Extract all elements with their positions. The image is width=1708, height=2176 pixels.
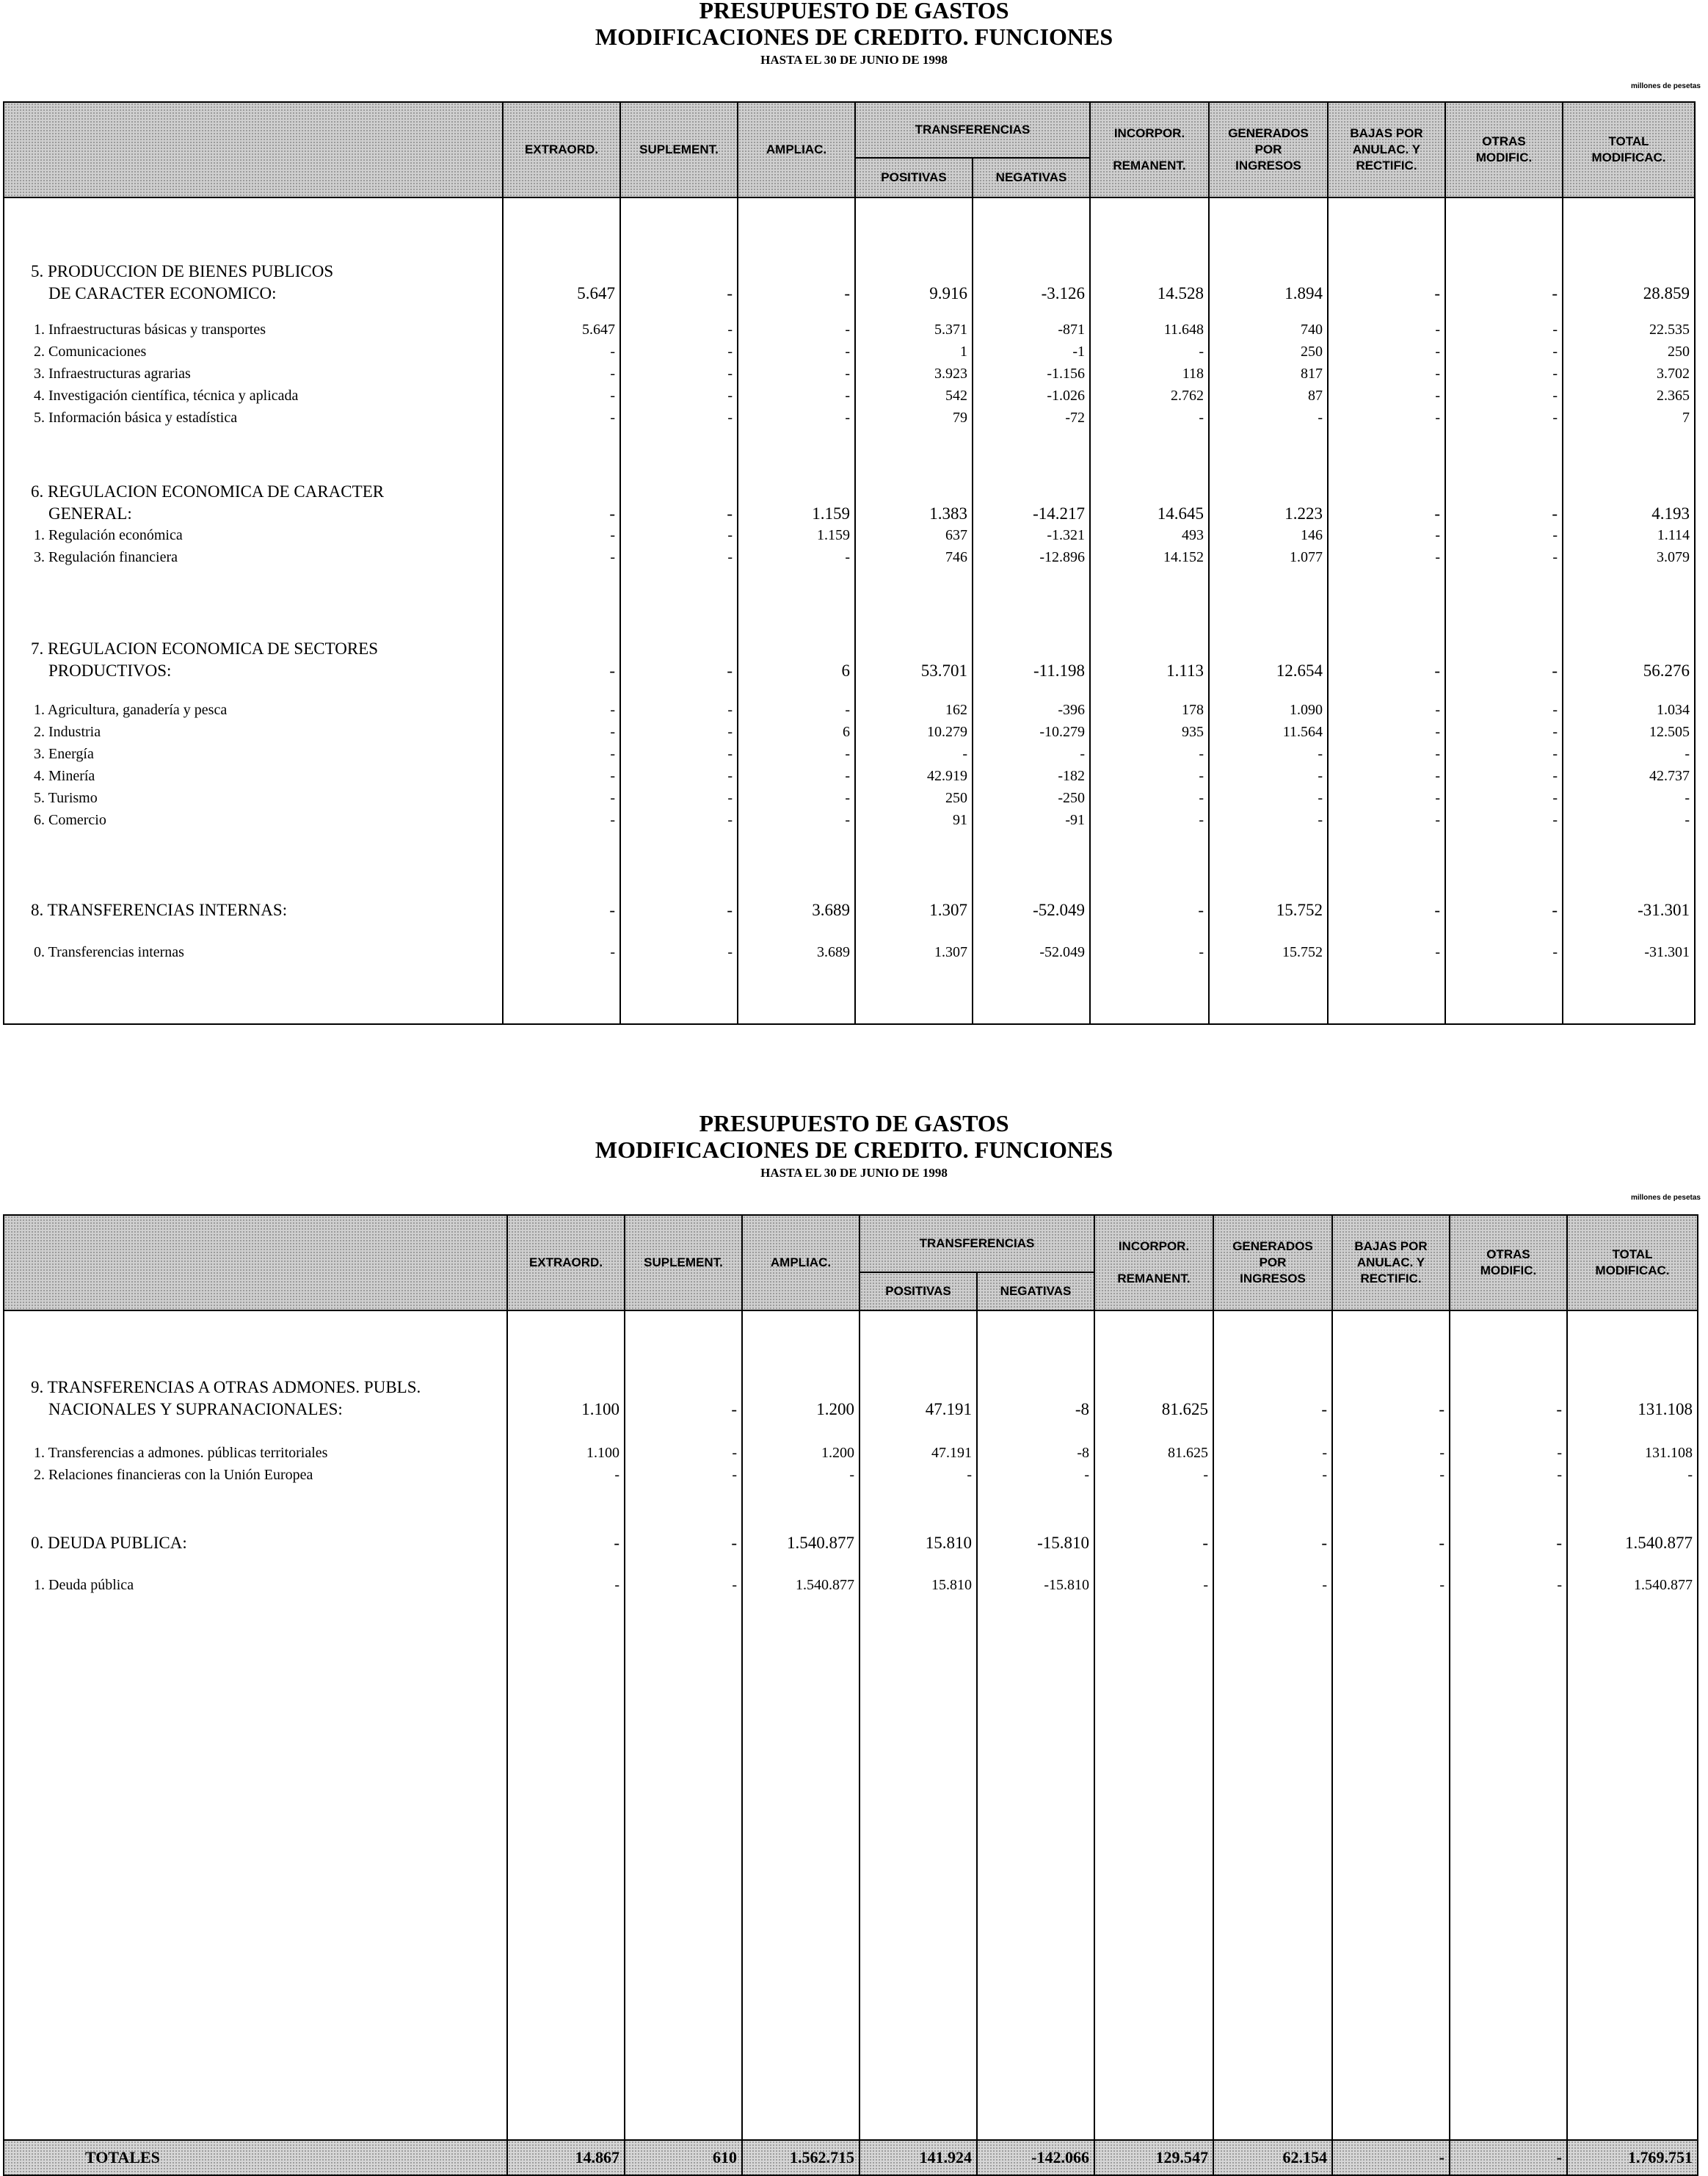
- header-generados: GENERADOS POR INGRESOS: [1209, 102, 1328, 197]
- label-column: 9. TRANSFERENCIAS A OTRAS ADMONES. PUBLS. NACIONALES Y SUPRANACIONALES: 1. Transferencias a admones. públicas territoriales 2. Relaciones financieras con la Unión Europea 0. DEUDA PUBLICA: 1. Deuda pública: [4, 1310, 507, 2140]
- header-bajas: BAJAS POR ANULAC. Y RECTIFIC.: [1328, 102, 1445, 197]
- page-title: PRESUPUESTO DE GASTOS: [699, 0, 1009, 23]
- header-suplement: SUPLEMENT.: [620, 102, 738, 197]
- header-transferencias: TRANSFERENCIAS: [855, 102, 1090, 158]
- total-value: 610: [625, 2140, 742, 2175]
- total-value: 14.867: [507, 2140, 625, 2175]
- header-ampliac: AMPLIAC.: [738, 102, 855, 197]
- value-column-6: 14.528 11.648 - 118 2.762 - 14.645 493 14.152 1.113 178 935 - - - - - -: [1090, 197, 1209, 1024]
- header-transferencias: TRANSFERENCIAS: [860, 1215, 1094, 1272]
- header-total: TOTAL MODIFICAC.: [1563, 102, 1695, 197]
- header-extraord: EXTRAORD.: [507, 1215, 625, 1310]
- header-otras: OTRAS MODIFIC.: [1445, 102, 1563, 197]
- value-column-10: 28.859 22.535 250 3.702 2.365 7 4.193 1.114 3.079 56.276 1.034 12.505 - 42.737 - - -31.301 -31.301: [1563, 197, 1695, 1024]
- header-incorpor: INCORPOR. REMANENT.: [1090, 102, 1209, 197]
- header-negativas: NEGATIVAS: [977, 1272, 1094, 1310]
- header-total: TOTAL MODIFICAC.: [1567, 1215, 1698, 1310]
- header-blank: [4, 1215, 507, 1310]
- value-column-1: 5.647 5.647 - - - - - - - - - - - - - - - -: [503, 197, 620, 1024]
- value-column-3: - - - - - - 1.159 1.159 - 6 - 6 - - - - 3.689 3.689: [738, 197, 855, 1024]
- page-subtitle: MODIFICACIONES DE CREDITO. FUNCIONES: [595, 1136, 1113, 1163]
- modifications-table-2: [3, 1214, 1698, 2176]
- value-column-9: - - - - -: [1450, 1310, 1567, 2140]
- header-negativas: NEGATIVAS: [973, 158, 1090, 197]
- value-column-3: 1.200 1.200 - 1.540.877 1.540.877: [742, 1310, 860, 2140]
- total-value: 141.924: [860, 2140, 977, 2175]
- label-column: 5. PRODUCCION DE BIENES PUBLICOS DE CARACTER ECONOMICO: 1. Infraestructuras básicas y transportes 2. Comunicaciones 3. Infraestructuras agrarias 4. Investigación científica, técnica y aplicada 5. Información básica y estadística 6. REGULACION ECONOMICA DE CARACTER GENERAL: 1. Regulación económica 3. Regulación financiera 7. REGULACION ECONOMICA DE SECTORES PRODUCTIVOS: 1. Agricultura, ganadería y pesca 2. Industria 3. Energía 4. Minería 5. Turismo 6. Comercio 8. TRANSFERENCIAS INTERNAS: 0. Transferencias internas: [4, 197, 503, 1024]
- header-otras: OTRAS MODIFIC.: [1450, 1215, 1567, 1310]
- header-suplement: SUPLEMENT.: [625, 1215, 742, 1310]
- header-incorpor: INCORPOR. REMANENT.: [1094, 1215, 1213, 1310]
- value-column-7: 1.894 740 250 817 87 - 1.223 146 1.077 12.654 1.090 11.564 - - - - 15.752 15.752: [1209, 197, 1328, 1024]
- value-column-7: - - - - -: [1213, 1310, 1332, 2140]
- value-column-8: - - - - - - - - - - - - - - - - - -: [1328, 197, 1445, 1024]
- header-positivas: POSITIVAS: [855, 158, 973, 197]
- unit-label: millones de pesetas: [1630, 1194, 1701, 1202]
- unit-label: millones de pesetas: [1630, 82, 1701, 90]
- page-title: PRESUPUESTO DE GASTOS: [699, 1110, 1009, 1136]
- value-column-6: 81.625 81.625 - - -: [1094, 1310, 1213, 2140]
- header-ampliac: AMPLIAC.: [742, 1215, 860, 1310]
- total-value: 62.154: [1213, 2140, 1332, 2175]
- total-value: -142.066: [977, 2140, 1094, 2175]
- total-value: 1.769.751: [1567, 2140, 1698, 2175]
- total-value: -: [1332, 2140, 1450, 2175]
- page-date: HASTA EL 30 DE JUNIO DE 1998: [760, 1166, 948, 1180]
- total-value: 1.562.715: [742, 2140, 860, 2175]
- page-subtitle: MODIFICACIONES DE CREDITO. FUNCIONES: [595, 23, 1113, 50]
- value-column-4: 9.916 5.371 1 3.923 542 79 1.383 637 746 53.701 162 10.279 - 42.919 250 91 1.307 1.307: [855, 197, 973, 1024]
- header-bajas: BAJAS POR ANULAC. Y RECTIFIC.: [1332, 1215, 1450, 1310]
- total-value: -: [1450, 2140, 1567, 2175]
- header-positivas: POSITIVAS: [860, 1272, 977, 1310]
- total-value: 129.547: [1094, 2140, 1213, 2175]
- value-column-5: -8 -8 - -15.810 -15.810: [977, 1310, 1094, 2140]
- modifications-table-1: [3, 101, 1696, 1025]
- value-column-8: - - - - -: [1332, 1310, 1450, 2140]
- value-column-2: - - - - -: [625, 1310, 742, 2140]
- header-generados: GENERADOS POR INGRESOS: [1213, 1215, 1332, 1310]
- value-column-10: 131.108 131.108 - 1.540.877 1.540.877: [1567, 1310, 1698, 2140]
- value-column-4: 47.191 47.191 - 15.810 15.810: [860, 1310, 977, 2140]
- header-blank: [4, 102, 503, 197]
- page-date: HASTA EL 30 DE JUNIO DE 1998: [760, 53, 948, 67]
- value-column-9: - - - - - - - - - - - - - - - - - -: [1445, 197, 1563, 1024]
- totals-label: TOTALES: [4, 2140, 507, 2175]
- value-column-5: -3.126 -871 -1 -1.156 -1.026 -72 -14.217 -1.321 -12.896 -11.198 -396 -10.279 - -182 -250 -91 -52.049 -52.049: [973, 197, 1090, 1024]
- value-column-2: - - - - - - - - - - - - - - - - - -: [620, 197, 738, 1024]
- value-column-1: 1.100 1.100 - - -: [507, 1310, 625, 2140]
- header-extraord: EXTRAORD.: [503, 102, 620, 197]
